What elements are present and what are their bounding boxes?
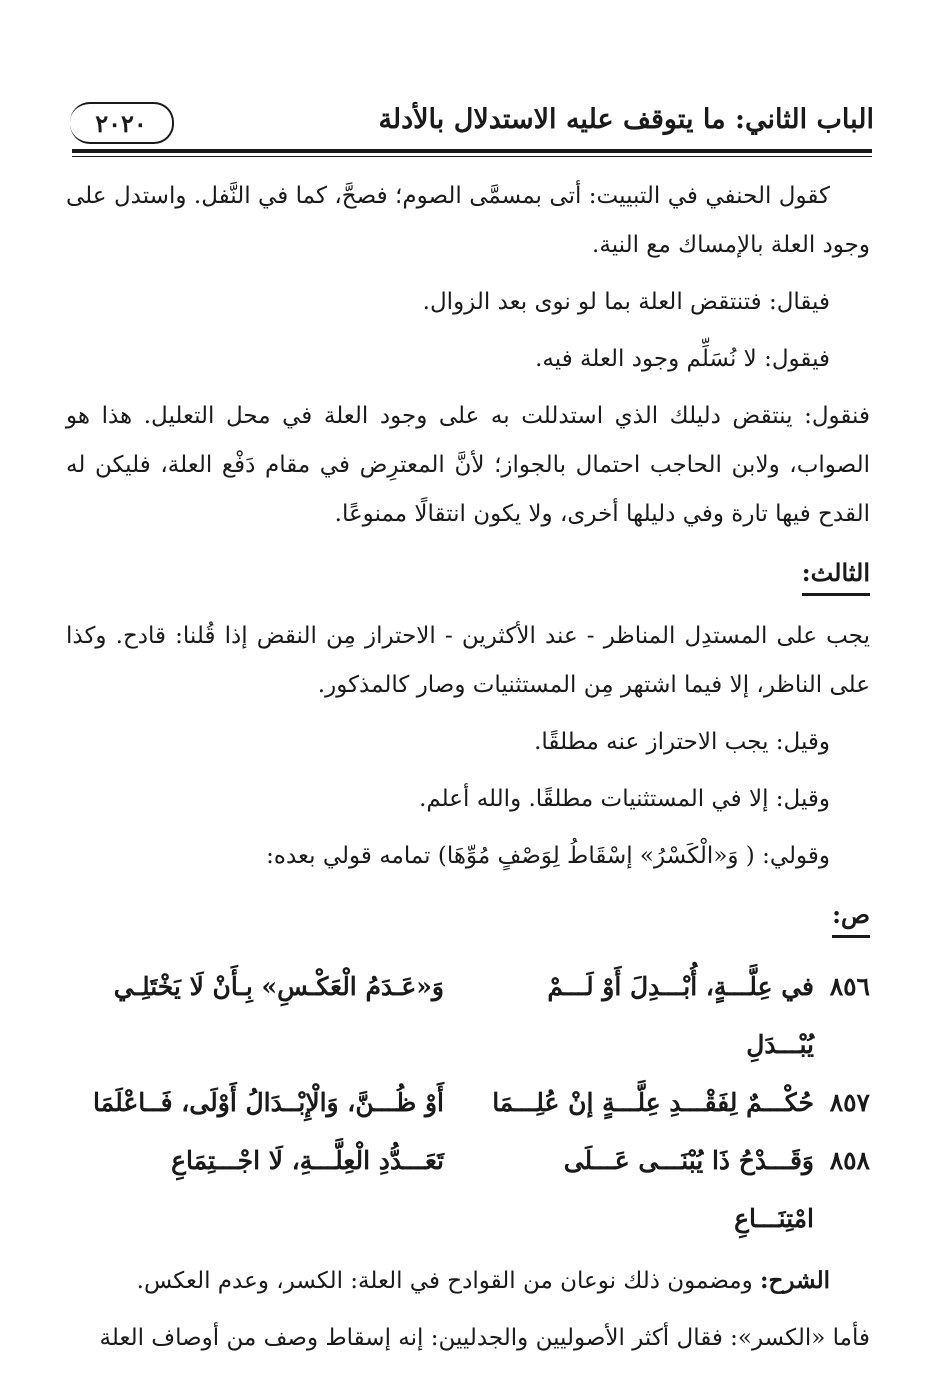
verse-number: ٨٥٧ [829,1088,870,1117]
verse-number: ٨٥٦ [829,972,870,1001]
verse-second-hemistich: تَعَـــدُّدِ الْعِلَّـــةِ، لَا اجْـــتِمَاعِ [171,1146,444,1175]
paragraph-opinion-2: وقيل: إلا في المستثنيات مطلقًا. والله أعلم. [419,786,830,812]
verse-block [66,958,870,1248]
page-body [66,172,870,1363]
paragraph-kasr: فأما «الكسر»: فقال أكثر الأصوليين والجدليين: إنه إسقاط وصف من أوصاف العلة [99,1325,870,1351]
verse-line [66,1132,870,1248]
header-rule-thick [72,149,872,153]
verse-first-hemistich: وَقَـــدْحُ ذَا يُبْنَـــى عَـــلَى امْتِنَـــاعِ [563,1146,814,1233]
verse-line [66,1074,870,1132]
paragraph-objection: فيقال: فتنتقض العلة بما لو نوى بعد الزوال. [422,289,830,315]
paragraph-verse-intro: وقولي: ( وَ«الْكَسْرُ» إسْقَاطُ لِوَصْفٍ مُوِّهَا) تمامه قولي بعده: [266,843,830,869]
running-title: الباب الثاني: ما يتوقف عليه الاستدلال بالأدلة [378,104,874,135]
paragraph-hanafi-example: كقول الحنفي في التبييت: أتى بمسمَّى الصوم؛ فصحَّ، كما في النَّفل. واستدل على وجود العلة بالإمساك مع النية. [66,183,870,258]
verse-first-hemistich: في عِلَّـــةٍ، أُبْـــدِلَ أَوْ لَـــمْ يُبْـــدَلِ [547,972,814,1059]
verse-second-hemistich: وَ«عَـدَمُ الْعَكْـسِ» بِـأَنْ لَا يَخْتَلِـي [113,972,444,1001]
section-heading-text: ص: [832,895,870,938]
section-heading-third: الثالث: [802,553,870,596]
verse-line [66,958,870,1074]
page-header [70,96,874,152]
verse-first-hemistich: حُكْـــمٌ لِفَقْـــدِ عِلَّـــةٍ إنْ عُلِـــمَا [492,1088,814,1117]
verse-number: ٨٥٨ [829,1146,870,1175]
paragraph-denial: فيقول: لا نُسَلِّم وجود العلة فيه. [535,346,830,372]
header-rule-thin [72,156,872,157]
paragraph-obligation: يجب على المستدِل المناظر - عند الأكثرين - الاحتراز مِن النقض إذا قُلنا: قادح. وكذا على الناظر، إلا فيما اشتهر مِن المستثنيات وصار كالمذكور. [66,623,870,698]
sharh-label: الشرح: [760,1267,830,1294]
paragraph-sharh [66,1256,870,1306]
verse-second-hemistich: أَوْ ظُـــنَّ، وَالْإِبْــدَالُ أَوْلَى، فَــاعْلَمَا [93,1088,444,1117]
sharh-text: ومضمون ذلك نوعان من القوادح في العلة: الكسر، وعدم العكس. [136,1268,761,1294]
paragraph-response: فنقول: ينتقض دليلك الذي استدللت به على وجود العلة في محل التعليل. هذا هو الصواب، ولابن الحاجب احتمال بالجواز؛ لأنَّ المعترِض في مقام دَفْع العلة، فليكن له القدح فيها تارة وفي دليلها أخرى، ولا يكون انتقالًا ممنوعًا. [66,403,870,527]
paragraph-opinion-1: وقيل: يجب الاحتراز عنه مطلقًا. [534,729,830,755]
page-number: ٢٠٢٠ [70,102,174,144]
